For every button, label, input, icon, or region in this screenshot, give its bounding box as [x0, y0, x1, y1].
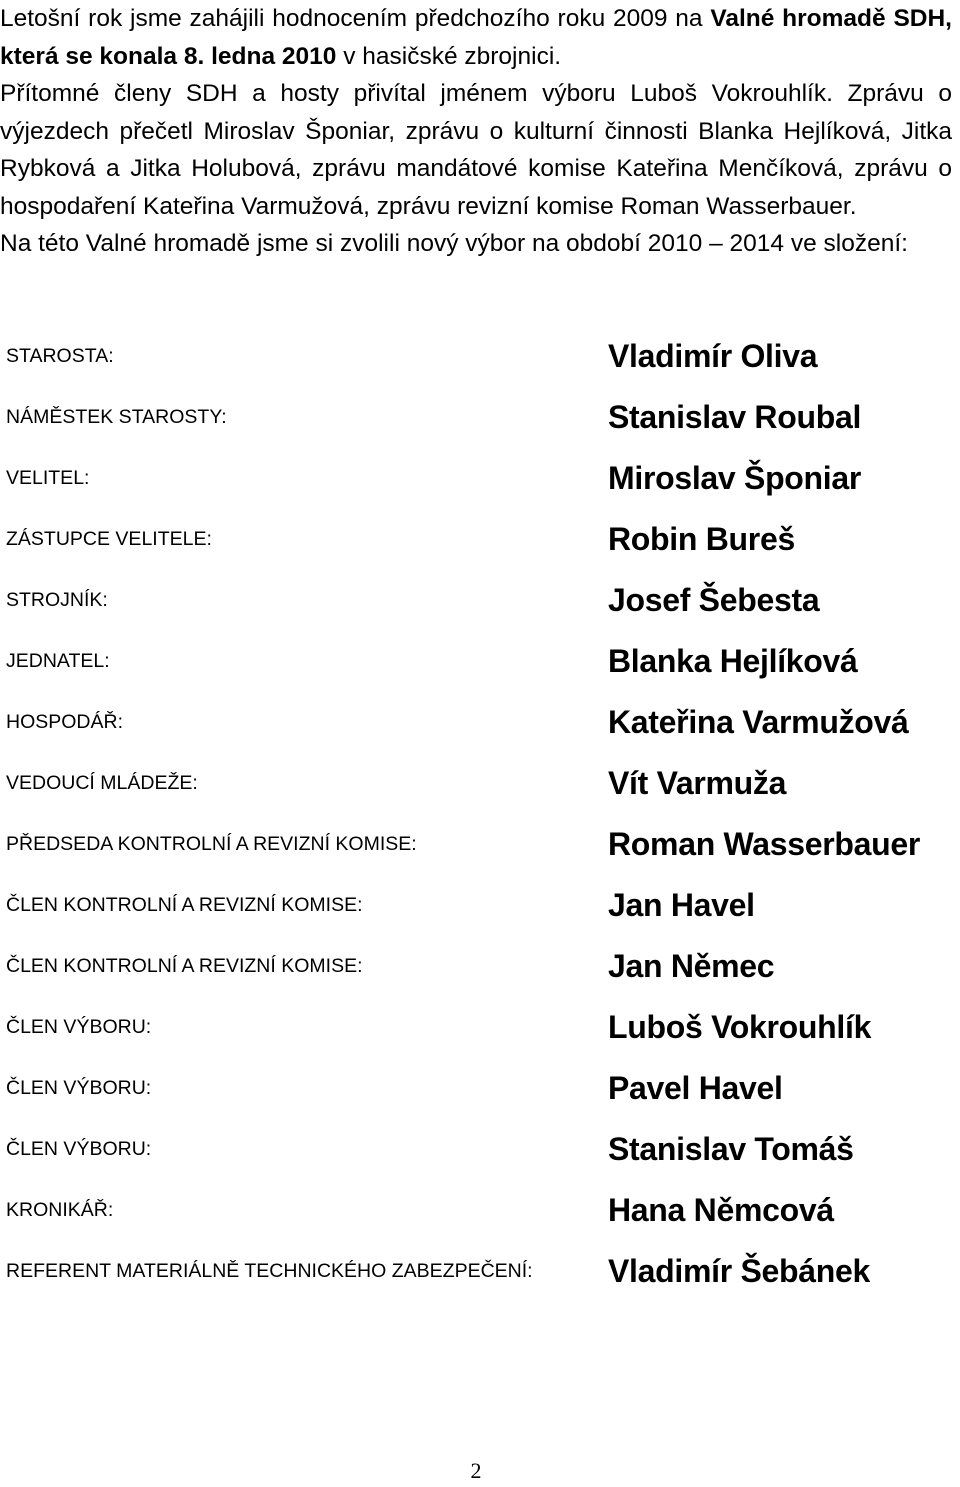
member-name: Vít Varmuža: [608, 765, 787, 801]
member-name: Stanislav Tomáš: [608, 1131, 854, 1167]
member-name: Vladimír Šebánek: [608, 1253, 870, 1289]
role-label: ČLEN VÝBORU:: [6, 1016, 152, 1038]
committee-row: [6, 393, 960, 454]
member-name: Josef Šebesta: [608, 582, 820, 618]
committee-row: [6, 1125, 960, 1186]
role-label: KRONIKÁŘ:: [6, 1199, 114, 1221]
member-name: Pavel Havel: [608, 1070, 783, 1106]
intro-paragraph-1-start: Letošní rok jsme zahájili hodnocením předchozího roku 2009 na: [0, 5, 711, 32]
role-label: NÁMĚSTEK STAROSTY:: [6, 406, 227, 428]
role-label: HOSPODÁŘ:: [6, 711, 124, 733]
committee-row: [6, 881, 960, 942]
member-name: Stanislav Roubal: [608, 399, 862, 435]
committee-row: [6, 454, 960, 515]
intro-paragraph-2: Přítomné členy SDH a hosty přivítal jménem výboru Luboš Vokrouhlík. Zprávu o výjezdech přečetl Miroslav Šponiar, zprávu o kulturní činnosti Blanka Hejlíková, Jitka Rybková a Jitka Holubová, zprávu mandátové komise Kateřina Menčíková, zprávu o hospodaření Kateřina Varmužová, zprávu revizní komise Roman Wasserbauer.: [0, 80, 952, 220]
member-name: Kateřina Varmužová: [608, 704, 909, 740]
role-label: ČLEN VÝBORU:: [6, 1077, 152, 1099]
intro-paragraph-1-end: v hasičské zbrojnici.: [336, 42, 562, 70]
committee-row: [6, 759, 960, 820]
member-name: Hana Němcová: [608, 1192, 834, 1228]
role-label: ČLEN KONTROLNÍ A REVIZNÍ KOMISE:: [6, 955, 363, 977]
role-label: VEDOUCÍ MLÁDEŽE:: [6, 772, 198, 794]
member-name: Blanka Hejlíková: [608, 643, 858, 679]
member-name: Luboš Vokrouhlík: [608, 1009, 872, 1045]
committee-row: [6, 698, 960, 759]
committee-row: [6, 332, 960, 393]
role-label: JEDNATEL:: [6, 650, 110, 672]
role-label: PŘEDSEDA KONTROLNÍ A REVIZNÍ KOMISE:: [6, 833, 417, 855]
role-label: VELITEL:: [6, 467, 90, 489]
role-label: ČLEN VÝBORU:: [6, 1138, 152, 1160]
committee-row: [6, 942, 960, 1003]
committee-row: [6, 1186, 960, 1247]
member-name: Vladimír Oliva: [608, 338, 818, 374]
committee-row: [6, 1247, 960, 1308]
member-name: Miroslav Šponiar: [608, 460, 862, 496]
role-label: ČLEN KONTROLNÍ A REVIZNÍ KOMISE:: [6, 894, 363, 916]
committee-row: [6, 1003, 960, 1064]
role-label: ZÁSTUPCE VELITELE:: [6, 528, 212, 550]
role-label: REFERENT MATERIÁLNĚ TECHNICKÉHO ZABEZPEČENÍ:: [6, 1260, 533, 1282]
role-label: STAROSTA:: [6, 345, 114, 367]
intro-paragraph-1: [0, 0, 952, 75]
role-label: STROJNÍK:: [6, 589, 108, 611]
intro-paragraph-1-bold: Valné hromadě SDH, která se konala 8. ledna 2010: [0, 5, 952, 70]
member-name: Jan Němec: [608, 948, 775, 984]
member-name: Jan Havel: [608, 887, 755, 923]
intro-text: [0, 0, 952, 263]
committee-row: [6, 637, 960, 698]
committee-row: [6, 1064, 960, 1125]
committee-row: [6, 576, 960, 637]
committee-list: [6, 332, 960, 1308]
intro-paragraph-3: Na této Valné hromadě jsme si zvolili nový výbor na období 2010 – 2014 ve složení:: [0, 230, 908, 257]
page-number: 2: [470, 1458, 482, 1483]
committee-row: [6, 820, 960, 881]
member-name: Robin Bureš: [608, 521, 795, 557]
member-name: Roman Wasserbauer: [608, 826, 921, 862]
committee-row: [6, 515, 960, 576]
